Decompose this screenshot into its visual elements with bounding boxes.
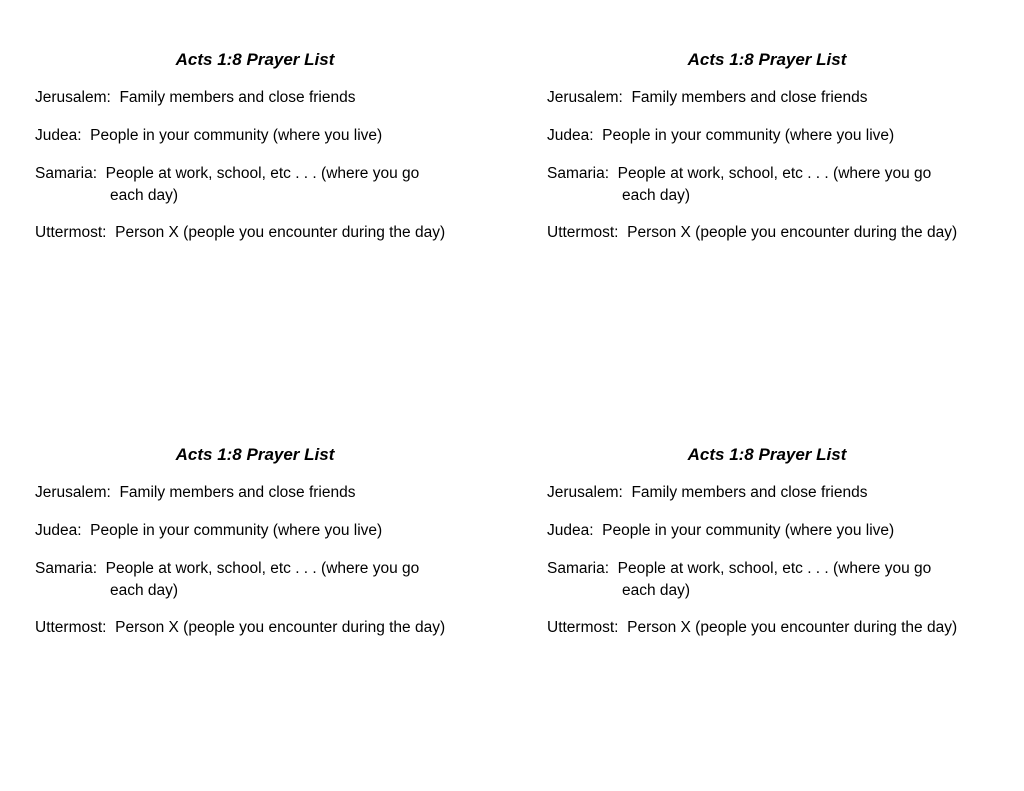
entry-label: Judea: (35, 522, 82, 539)
entry-uttermost (35, 222, 505, 244)
entry-uttermost (35, 617, 505, 639)
entry-judea (35, 125, 505, 147)
entry-label: Uttermost: (35, 224, 107, 241)
entry-samaria (35, 558, 505, 602)
entry-label: Jerusalem: (547, 89, 623, 106)
entry-text: People at work, school, etc . . . (where you go (617, 560, 932, 577)
prayer-list-card-top-left (35, 49, 505, 244)
entry-uttermost (547, 222, 1017, 244)
entry-text: People in your community (where you live) (602, 522, 895, 539)
entry-continuation: each day) (110, 187, 179, 204)
entry-text: People in your community (where you live) (90, 522, 383, 539)
card-title: Acts 1:8 Prayer List (175, 445, 335, 464)
entry-text: People at work, school, etc . . . (where you go (105, 165, 420, 182)
entry-label: Samaria: (35, 165, 98, 182)
prayer-list-card-top-right (547, 49, 1017, 244)
entry-text: Family members and close friends (119, 89, 356, 106)
entry-text: Family members and close friends (631, 484, 868, 501)
entry-text: Person X (people you encounter during the day) (627, 619, 958, 636)
entry-label: Judea: (547, 522, 594, 539)
entry-label: Judea: (547, 127, 594, 144)
card-title: Acts 1:8 Prayer List (687, 50, 847, 69)
card-title: Acts 1:8 Prayer List (687, 445, 847, 464)
entry-jerusalem (35, 482, 505, 504)
entry-label: Jerusalem: (35, 484, 111, 501)
entry-text: Person X (people you encounter during the day) (115, 224, 446, 241)
entry-text: People at work, school, etc . . . (where you go (617, 165, 932, 182)
entry-label: Uttermost: (547, 619, 619, 636)
entry-samaria (547, 163, 1017, 207)
entry-continuation: each day) (622, 582, 691, 599)
entry-jerusalem (547, 482, 1017, 504)
entry-continuation: each day) (110, 582, 179, 599)
entry-label: Jerusalem: (547, 484, 623, 501)
entry-label: Uttermost: (547, 224, 619, 241)
entry-text: People in your community (where you live) (602, 127, 895, 144)
entry-samaria (35, 163, 505, 207)
entry-text: People in your community (where you live) (90, 127, 383, 144)
entry-samaria (547, 558, 1017, 602)
entry-label: Jerusalem: (35, 89, 111, 106)
entry-judea (35, 520, 505, 542)
entry-text: Person X (people you encounter during the day) (627, 224, 958, 241)
entry-label: Samaria: (547, 165, 610, 182)
entry-uttermost (547, 617, 1017, 639)
entry-continuation: each day) (622, 187, 691, 204)
entry-text: Family members and close friends (631, 89, 868, 106)
entry-text: Family members and close friends (119, 484, 356, 501)
entry-jerusalem (547, 87, 1017, 109)
prayer-list-card-bottom-right (547, 444, 1017, 639)
entry-text: People at work, school, etc . . . (where you go (105, 560, 420, 577)
entry-jerusalem (35, 87, 505, 109)
entry-judea (547, 520, 1017, 542)
card-title: Acts 1:8 Prayer List (175, 50, 335, 69)
entry-label: Samaria: (35, 560, 98, 577)
entry-label: Judea: (35, 127, 82, 144)
entry-judea (547, 125, 1017, 147)
entry-label: Uttermost: (35, 619, 107, 636)
entry-text: Person X (people you encounter during the day) (115, 619, 446, 636)
prayer-list-card-bottom-left (35, 444, 505, 639)
entry-label: Samaria: (547, 560, 610, 577)
